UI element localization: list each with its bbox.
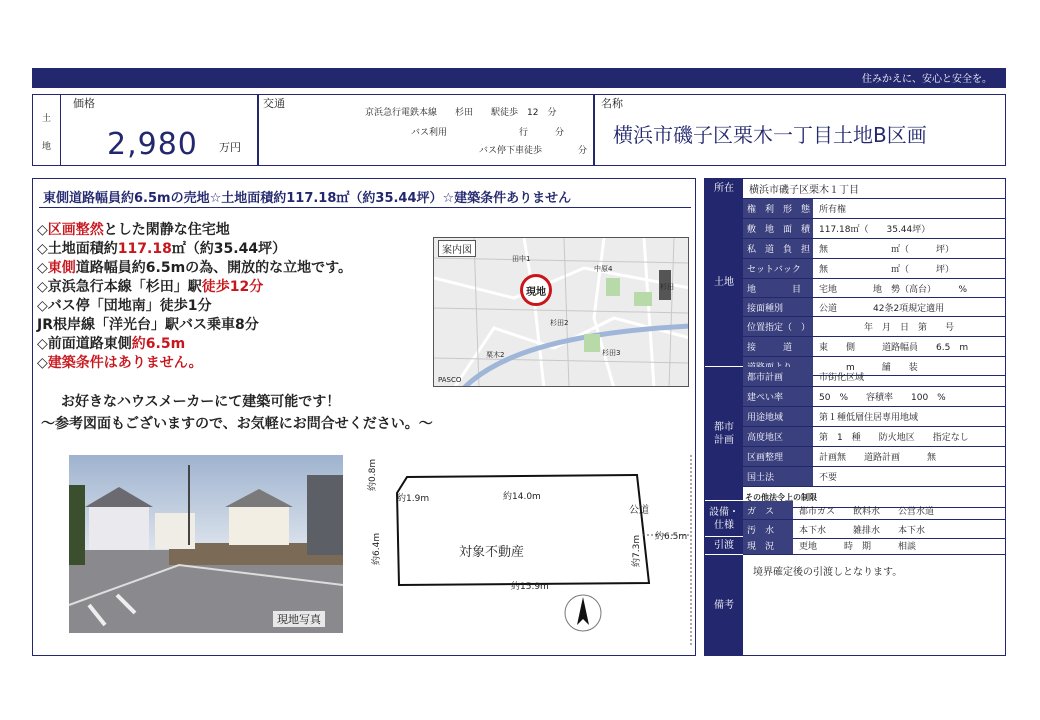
transport-label: 交通 xyxy=(263,97,285,110)
map-label: 田中1 xyxy=(512,255,531,263)
side-char-2: 地 xyxy=(42,142,52,152)
spec-row xyxy=(743,337,1005,357)
spec-value: 年 月 日 第 号 xyxy=(819,323,955,333)
feature-item: ◇区画整然とした閑静な住宅地 xyxy=(37,222,230,238)
divider xyxy=(39,207,691,208)
map-label: 中原4 xyxy=(594,265,613,273)
spec-key: 接面種別 xyxy=(743,298,813,316)
message-line-1: お好きなハウスメーカーにて建築可能です！ xyxy=(61,394,341,410)
remarks-text: 境界確定後の引渡しとなります。 xyxy=(753,567,903,578)
feature-item: ◇建築条件はありません。 xyxy=(37,355,203,371)
feature-item: ◇土地面積約117.18㎡（約35.44坪） xyxy=(37,241,287,257)
spec-row xyxy=(743,467,1005,487)
spec-row xyxy=(743,317,1005,337)
spec-table xyxy=(704,178,1006,656)
plan-graphic xyxy=(363,455,697,645)
equip-label-1: 設備・ xyxy=(709,506,739,518)
spec-row xyxy=(743,447,1005,467)
city-label-1: 都市 xyxy=(714,421,734,433)
spec-row xyxy=(743,501,1005,520)
map-label: 栗木2 xyxy=(486,351,505,359)
spec-value: 東 側 道路幅員 6.5 m xyxy=(819,343,969,353)
spec-key: 権 利 形 態 xyxy=(743,199,813,218)
site-photo xyxy=(69,455,343,633)
spec-key: 建ぺい率 xyxy=(743,387,813,406)
spec-key: 用途地域 xyxy=(743,407,813,426)
city-rows xyxy=(743,367,1005,508)
spec-value: 50 % 容積率 100 % xyxy=(819,393,946,403)
dim-corner: 約0.8m xyxy=(368,458,378,491)
header-bar xyxy=(32,68,1006,88)
spec-key: 地 目 xyxy=(743,279,813,297)
name-label: 名称 xyxy=(601,97,623,110)
map-title: 案内図 xyxy=(438,240,476,257)
feature-item: ◇前面道路東側約6.5m xyxy=(37,336,186,352)
price-unit: 万円 xyxy=(219,141,241,154)
remarks-label: 備考 xyxy=(705,555,743,655)
tagline: 住みかえに、安心と安全を。 xyxy=(862,74,992,85)
spec-key: その他法令上の制限 xyxy=(745,492,817,502)
spec-value: 更地 時 期 相談 xyxy=(799,542,917,552)
spec-key: 区画整理 xyxy=(743,447,813,466)
spec-value: 本下水 雑排水 本下水 xyxy=(799,525,926,536)
lot-plan xyxy=(363,455,697,645)
equip-rows xyxy=(743,501,1005,539)
spec-key: 都市計画 xyxy=(743,367,813,386)
dim-road-width: 約6.5m xyxy=(655,532,688,542)
spec-key: 私 道 負 担 xyxy=(743,239,813,258)
transport-line-3: バス停下車徒歩 分 xyxy=(479,146,588,156)
land-label: 土地 xyxy=(705,199,743,367)
spec-key: 敷 地 面 積 xyxy=(743,219,813,238)
photo-graphic xyxy=(69,455,343,633)
spec-key: 国土法 xyxy=(743,467,813,486)
spec-key: 接 道 xyxy=(743,337,813,356)
dim-left: 約6.4m xyxy=(372,532,382,565)
handover-row xyxy=(743,537,1005,555)
equip-label xyxy=(705,501,743,537)
spec-value: 計画無 道路計画 無 xyxy=(819,453,937,463)
dim-top-left: 約1.9m xyxy=(397,494,430,504)
price-label: 価格 xyxy=(73,97,95,110)
spec-value: 無 ㎡（ 坪） xyxy=(819,245,955,255)
spec-value: 無 ㎡（ 坪） xyxy=(819,265,955,275)
spec-row xyxy=(743,259,1005,279)
spec-value: 宅地 地 勢（高台） % xyxy=(819,284,968,295)
spec-key: セットバック xyxy=(743,259,813,278)
spec-row xyxy=(743,387,1005,407)
price-side xyxy=(33,95,61,165)
side-char-1: 土 xyxy=(42,114,52,124)
map-credit: PASCO xyxy=(438,376,462,384)
map-graphic xyxy=(434,238,689,387)
spec-key: ガ ス xyxy=(743,501,793,519)
spec-key: 高度地区 xyxy=(743,427,813,446)
transport-line-1: 京浜急行電鉄本線 杉田 駅徒歩 12 分 xyxy=(365,108,557,118)
map-marker: 現地 xyxy=(520,274,552,306)
headline: 東側道路幅員約6.5mの売地☆土地面積約117.18㎡（約35.44坪）☆建築条件ありません xyxy=(43,191,572,206)
plan-road-label: 公道 xyxy=(629,505,649,516)
spec-value: 所有権 xyxy=(819,205,847,215)
photo-caption: 現地写真 xyxy=(273,611,325,627)
spec-value: 第 1 種 防火地区 指定なし xyxy=(819,433,969,443)
equip-label-2: 仕様 xyxy=(714,519,734,531)
spec-value: m 舗 装 xyxy=(819,362,918,373)
spec-value: 公道 42条2項規定適用 xyxy=(819,303,945,314)
feature-list xyxy=(37,221,352,373)
feature-item: ◇バス停「団地南」徒歩1分 xyxy=(37,298,212,314)
feature-item: JR根岸線「洋光台」駅バス乗車8分 xyxy=(37,317,259,333)
land-rows xyxy=(743,199,1005,376)
spec-key: 現 況 xyxy=(743,537,793,554)
plan-center-label: 対象不動産 xyxy=(459,545,525,560)
spec-key: 汚 水 xyxy=(743,520,793,538)
feature-item: ◇東側道路幅員約6.5mの為、開放的な立地です。 xyxy=(37,260,353,276)
city-label-2: 計画 xyxy=(714,434,734,446)
map-label: 杉田 xyxy=(660,283,674,291)
spec-row xyxy=(743,298,1005,317)
transport-line-2: バス利用 行 分 xyxy=(411,128,565,138)
property-name: 横浜市磯子区栗木一丁目土地B区画 xyxy=(613,123,927,147)
spec-row xyxy=(743,239,1005,259)
dim-bottom: 約15.9m xyxy=(511,582,549,592)
spec-value: 不要 xyxy=(819,473,838,483)
spec-row xyxy=(743,199,1005,219)
spec-value: 市街化区域 xyxy=(819,373,865,383)
name-box xyxy=(594,94,1006,166)
address-label: 所在 xyxy=(705,179,743,199)
spec-row xyxy=(743,367,1005,387)
handover-label: 引渡 xyxy=(705,537,743,555)
message-line-2: ～参考図面もございますので、お気軽にお問合せください。～ xyxy=(41,416,433,432)
transport-box xyxy=(258,94,594,166)
dim-top: 約14.0m xyxy=(503,492,541,502)
spec-row xyxy=(743,407,1005,427)
spec-key: 位置指定（ ） xyxy=(743,317,813,336)
spec-address-row xyxy=(705,179,1005,199)
price-box xyxy=(32,94,258,166)
location-map xyxy=(433,237,689,387)
map-label: 杉田3 xyxy=(602,349,621,357)
spec-row xyxy=(743,427,1005,447)
spec-value: 第１種低層住居専用地域 xyxy=(819,413,919,423)
main-panel xyxy=(32,178,696,656)
spec-row xyxy=(743,219,1005,239)
address-value: 横浜市磯子区栗木１丁目 xyxy=(749,185,859,196)
spec-value: 117.18㎡（ 35.44坪） xyxy=(819,225,931,235)
spec-row xyxy=(743,279,1005,298)
dim-right: 約7.3m xyxy=(632,534,642,567)
city-label xyxy=(705,367,743,501)
price-value: 2,980 xyxy=(107,127,198,162)
map-label: 杉田2 xyxy=(550,319,569,327)
spec-value: 都市ガス 飲料水 公営水道 xyxy=(799,506,935,517)
feature-item: ◇京浜急行本線「杉田」駅徒歩12分 xyxy=(37,279,264,295)
